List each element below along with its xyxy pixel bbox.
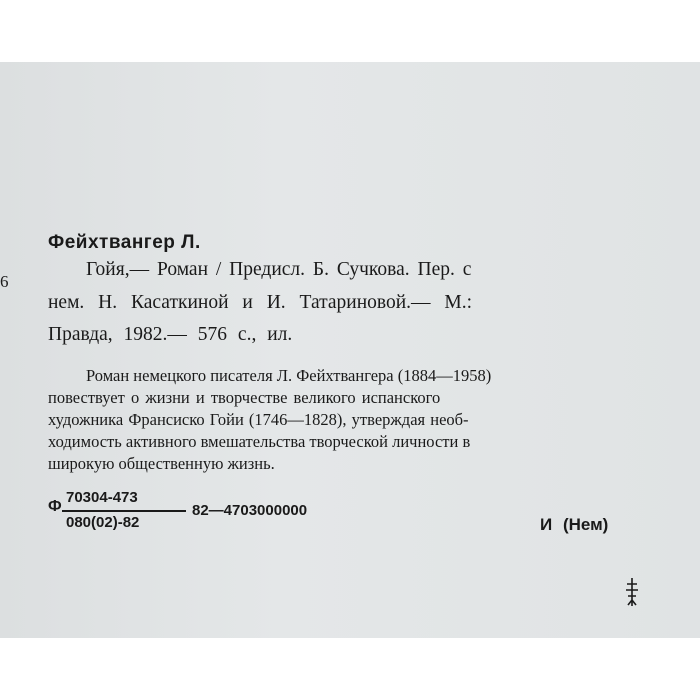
language-index: И (Нем)	[540, 515, 609, 534]
fraction-divider	[62, 510, 186, 512]
annotation-line-2: повествует о жизни и творчестве великого испанского	[48, 388, 441, 407]
annotation-line-5: широкую общественную жизнь.	[48, 454, 275, 473]
classification-numerator: 70304-473	[66, 489, 138, 506]
publisher-emblem-icon	[622, 576, 642, 608]
classification-prefix: Ф	[48, 498, 62, 515]
classification-denominator: 080(02)-82	[66, 514, 140, 531]
annotation-line-3: художника Франсиско Гойи (1746—1828), утверждая необ-	[48, 410, 469, 429]
annotation-line-1: Роман немецкого писателя Л. Фейхтвангера (1884—1958)	[86, 366, 492, 385]
bibliography-line-2: нем. Н. Касаткиной и И. Татариновой.— М.:	[48, 292, 473, 313]
bibliography-line-3: Правда, 1982.— 576 с., ил.	[48, 324, 293, 345]
margin-mark: 6	[0, 272, 9, 291]
bibliography-line-1: Гойя,— Роман / Предисл. Б. Сучкова. Пер. с	[86, 259, 472, 280]
author-heading: Фейхтвангер Л.	[48, 232, 201, 253]
annotation-line-4: ходимость активного вмешательства творческой личности в	[48, 432, 471, 451]
book-page	[0, 62, 700, 638]
classification-code: 82—4703000000	[192, 502, 308, 519]
